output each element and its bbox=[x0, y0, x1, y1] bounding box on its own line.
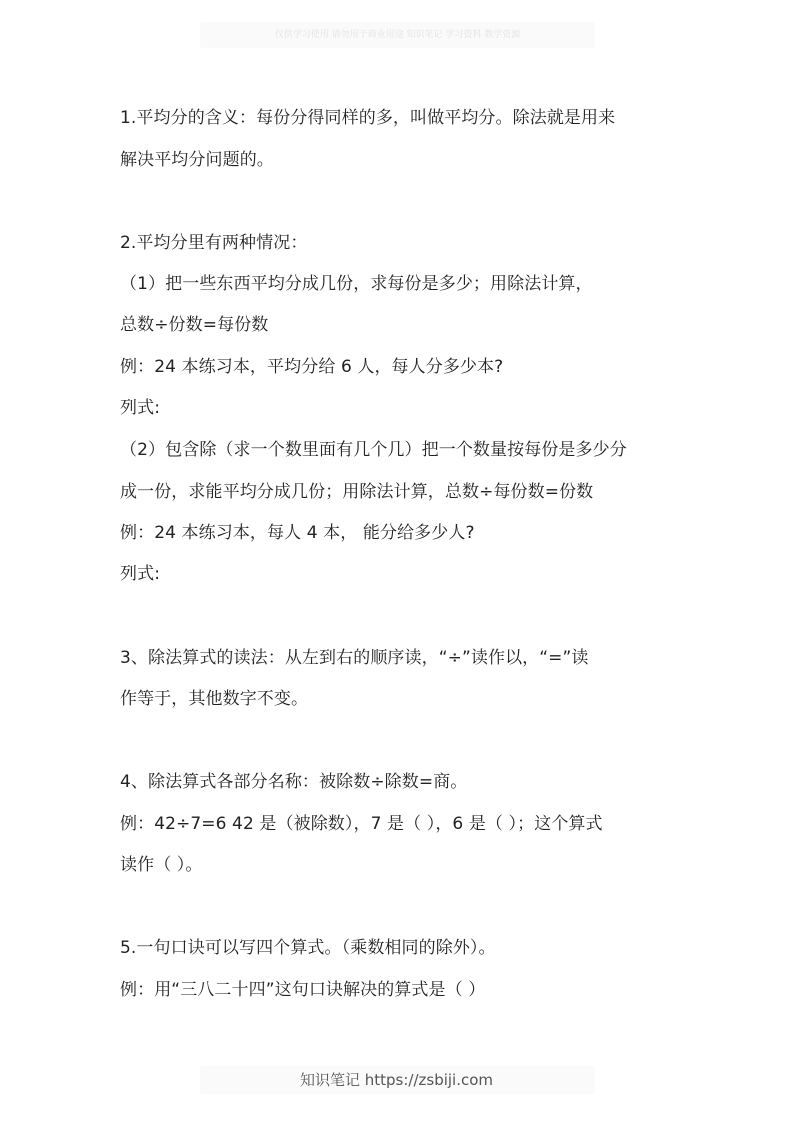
text-line-17: 5.一句口诀可以写四个算式。（乘数相同的除外）。 bbox=[120, 938, 496, 958]
top-watermark: 仅供学习使用 请勿用于商业用途 知识笔记 学习资料 教学资源 bbox=[200, 22, 595, 48]
text-line-18: 例：用“三八二十四”这句口诀解决的算式是（ ） bbox=[120, 980, 486, 1000]
text-line-16: 读作（ ）。 bbox=[120, 855, 203, 875]
text-line-11: 列式: bbox=[120, 564, 161, 584]
text-line-14: 4、除法算式各部分名称：被除数÷除数=商。 bbox=[120, 772, 468, 792]
text-line-10: 例：24 本练习本，每人 4 本， 能分给多少人? bbox=[120, 523, 475, 543]
text-line-12: 3、除法算式的读法：从左到右的顺序读，“÷”读作以，“=”读 bbox=[120, 648, 589, 668]
text-line-6: 例：24 本练习本，平均分给 6 人，每人分多少本? bbox=[120, 357, 504, 377]
text-line-13: 作等于，其他数字不变。 bbox=[120, 689, 309, 709]
text-line-5: 总数÷份数=每份数 bbox=[120, 315, 269, 335]
text-line-7: 列式: bbox=[120, 398, 161, 418]
text-line-1: 1.平均分的含义：每份分得同样的多，叫做平均分。除法就是用来 bbox=[120, 108, 616, 128]
text-line-4: （1）把一些东西平均分成几份，求每份是多少；用除法计算， bbox=[120, 274, 593, 294]
text-line-8: （2）包含除（求一个数里面有几个几）把一个数量按每份是多少分 bbox=[120, 440, 627, 460]
text-line-2: 解决平均分问题的。 bbox=[120, 150, 274, 170]
footer-link[interactable]: 知识笔记 https://zsbiji.com bbox=[299, 1071, 494, 1089]
text-line-9: 成一份，求能平均分成几份；用除法计算，总数÷每份数=份数 bbox=[120, 482, 594, 502]
text-line-15: 例：42÷7=6 42 是（被除数），7 是（ ），6 是（ ）；这个算式 bbox=[120, 814, 603, 834]
text-line-3: 2.平均分里有两种情况： bbox=[120, 233, 308, 253]
